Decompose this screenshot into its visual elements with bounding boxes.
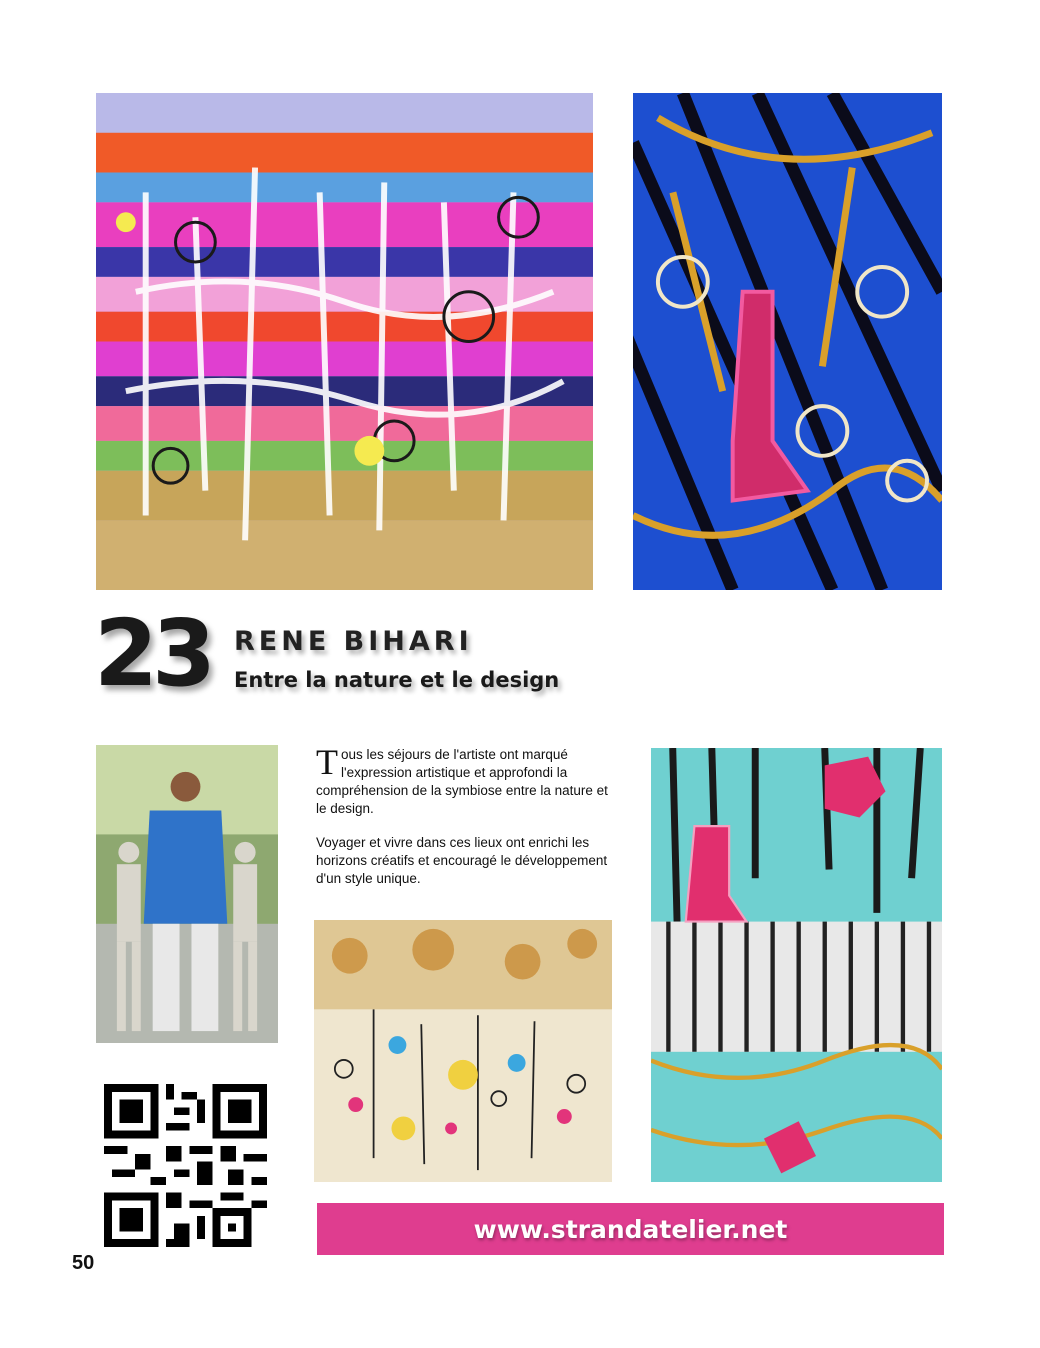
paragraph-1-text: ous les séjours de l'artiste ont marqué l'expression artistique et approfondi la compréhension de la symbiose entre la nature et le design.	[316, 747, 608, 816]
drop-cap: T	[316, 742, 338, 782]
artwork-image-2	[633, 93, 942, 590]
artwork-image-4	[651, 748, 942, 1182]
article-body	[316, 742, 608, 904]
qr-code-icon[interactable]	[104, 1084, 267, 1247]
page-number: 50	[72, 1252, 95, 1274]
paragraph-2: Voyager et vivre dans ces lieux ont enrichi les horizons créatifs et encouragé le développement d'un style unique.	[316, 835, 608, 886]
artist-name: RENE BIHARI	[234, 626, 473, 657]
website-banner[interactable]	[317, 1203, 944, 1255]
paragraph-1	[316, 742, 608, 818]
artist-photo	[96, 745, 278, 1043]
artwork-image-3	[314, 920, 612, 1182]
artwork-image-1	[96, 93, 593, 590]
article-subtitle: Entre la nature et le design	[234, 668, 560, 692]
website-link[interactable]: www.strandatelier.net	[473, 1214, 788, 1244]
article-number: 23	[94, 600, 211, 707]
